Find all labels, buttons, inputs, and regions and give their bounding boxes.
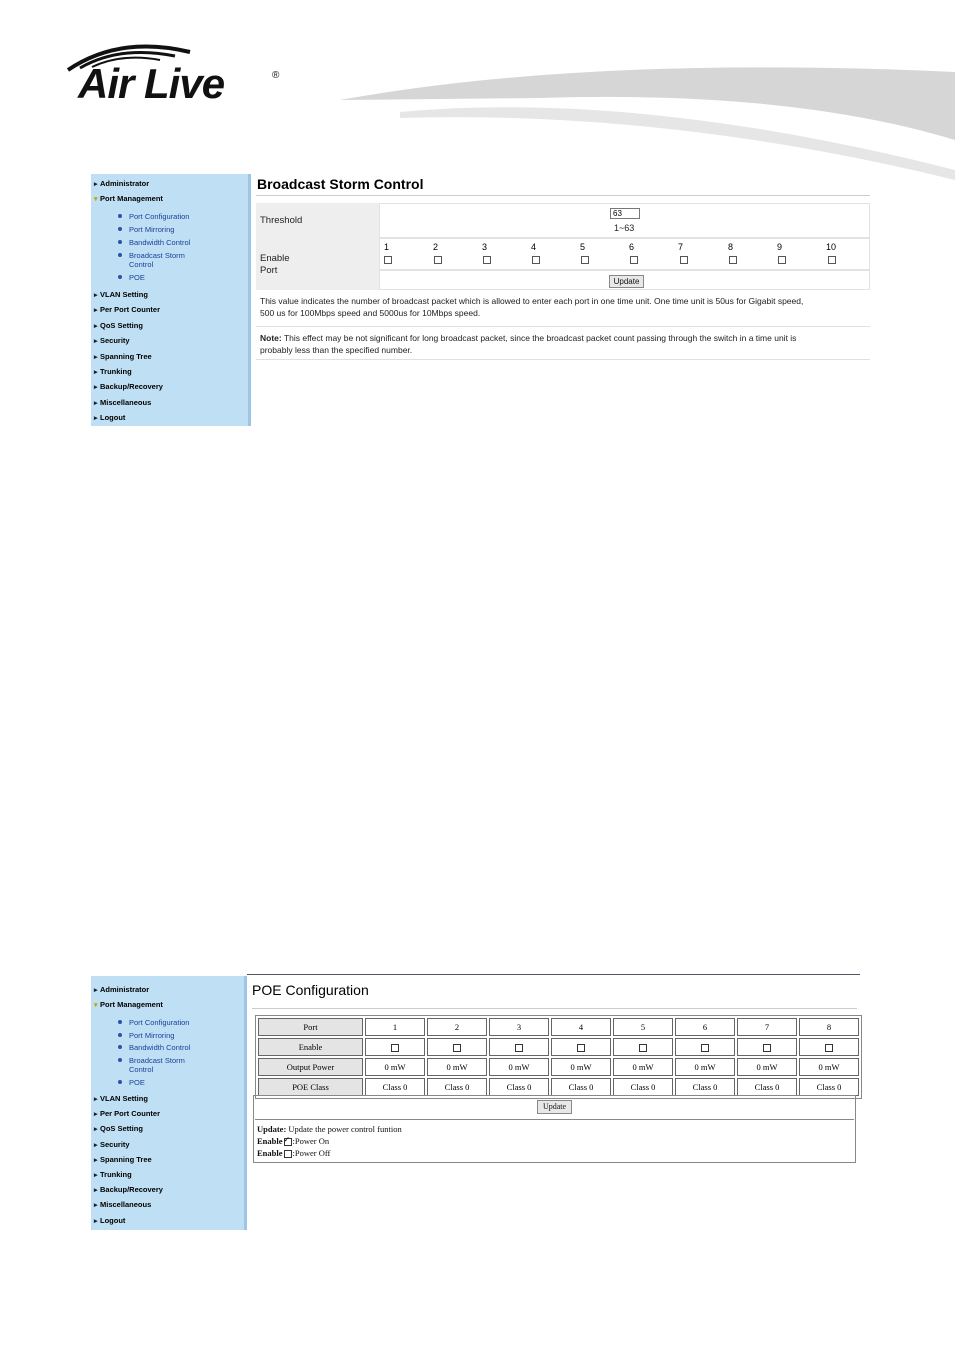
bullet-icon [118, 1058, 122, 1062]
arrow-right-icon: ▸ [94, 415, 98, 422]
poe-enable-checkbox-8[interactable] [825, 1044, 833, 1052]
output-power-value: 0 mW [427, 1058, 487, 1076]
poe-row-class [258, 1078, 859, 1096]
nav-item-backup-recovery[interactable]: ▸ Backup/Recovery [94, 1185, 163, 1194]
poe-class-value: Class 0 [365, 1078, 425, 1096]
poe-class-value: Class 0 [427, 1078, 487, 1096]
threshold-label-cell [256, 203, 379, 238]
poe-enable-checkbox-6[interactable] [701, 1044, 709, 1052]
bullet-icon [118, 275, 122, 279]
output-power-value: 0 mW [489, 1058, 549, 1076]
nav-item-vlan-setting[interactable]: ▸ VLAN Setting [94, 290, 148, 299]
nav-item-logout[interactable]: ▸ Logout [94, 1216, 126, 1225]
bullet-icon [118, 214, 122, 218]
nav-item-per-port-counter[interactable]: ▸ Per Port Counter [94, 1109, 161, 1118]
nav-item-security[interactable]: ▸ Security [94, 336, 130, 345]
unchecked-checkbox-icon [284, 1150, 292, 1158]
nav-item-port-management[interactable]: ▾ Port Management [94, 1000, 163, 1009]
arrow-right-icon: ▸ [94, 323, 98, 330]
arrow-right-icon: ▸ [94, 384, 98, 391]
arrow-right-icon: ▸ [94, 307, 98, 314]
bullet-icon [118, 227, 122, 231]
nav-item-trunking[interactable]: ▸ Trunking [94, 1170, 132, 1179]
poe-class-value: Class 0 [551, 1078, 611, 1096]
port-number: 7 [737, 1018, 797, 1036]
arrow-down-icon: ▾ [94, 196, 98, 203]
nav-sub-bandwidth-control[interactable]: Bandwidth Control [129, 1043, 190, 1052]
nav-item-logout[interactable]: ▸ Logout [94, 413, 126, 422]
enable-port-label-cell [256, 238, 379, 290]
legend-update: Update: Update the power control funtion [257, 1124, 402, 1134]
poe-enable-checkbox-3[interactable] [515, 1044, 523, 1052]
port-number: 3 [489, 1018, 549, 1036]
nav-item-security[interactable]: ▸ Security [94, 1140, 130, 1149]
poe-enable-checkbox-4[interactable] [577, 1044, 585, 1052]
divider [252, 1008, 857, 1009]
bullet-icon [118, 253, 122, 257]
bullet-icon [118, 240, 122, 244]
row-header: Output Power [258, 1058, 363, 1076]
nav-sub-poe[interactable]: POE [129, 273, 145, 282]
bullet-icon [118, 1033, 122, 1037]
divider [256, 195, 870, 196]
output-power-value: 0 mW [551, 1058, 611, 1076]
header-swoosh-graphic [340, 60, 955, 180]
arrow-right-icon: ▸ [94, 1096, 98, 1103]
arrow-right-icon: ▸ [94, 1202, 98, 1209]
nav-item-miscellaneous[interactable]: ▸ Miscellaneous [94, 398, 152, 407]
poe-class-value: Class 0 [737, 1078, 797, 1096]
output-power-value: 0 mW [675, 1058, 735, 1076]
nav-item-per-port-counter[interactable]: ▸ Per Port Counter [94, 305, 161, 314]
port-number: 5 [613, 1018, 673, 1036]
nav-item-administrator[interactable]: ▸ Administrator [94, 985, 150, 994]
row-header: Port [258, 1018, 363, 1036]
arrow-right-icon: ▸ [94, 1218, 98, 1225]
nav-item-vlan-setting[interactable]: ▸ VLAN Setting [94, 1094, 148, 1103]
arrow-right-icon: ▸ [94, 1142, 98, 1149]
nav-sub-port-configuration[interactable]: Port Configuration [129, 1018, 189, 1027]
output-power-value: 0 mW [613, 1058, 673, 1076]
sidebar-nav-1 [91, 174, 251, 426]
nav-item-spanning-tree[interactable]: ▸ Spanning Tree [94, 1155, 152, 1164]
arrow-right-icon: ▸ [94, 292, 98, 299]
port-row-cell [379, 238, 870, 270]
nav-item-trunking[interactable]: ▸ Trunking [94, 367, 132, 376]
nav-item-administrator[interactable]: ▸ Administrator [94, 179, 150, 188]
port-number: 1 [365, 1018, 425, 1036]
legend-power-on: Enable✓ :Power On [257, 1136, 329, 1146]
enable-label: Enable [260, 253, 290, 264]
arrow-right-icon: ▸ [94, 338, 98, 345]
nav-item-qos-setting[interactable]: ▸ QoS Setting [94, 1124, 143, 1133]
divider [247, 974, 860, 975]
poe-enable-checkbox-1[interactable] [391, 1044, 399, 1052]
nav-item-spanning-tree[interactable]: ▸ Spanning Tree [94, 352, 152, 361]
arrow-down-icon: ▾ [94, 1002, 98, 1009]
checked-checkbox-icon [284, 1138, 292, 1146]
registered-mark: ® [272, 70, 280, 81]
nav-sub-broadcast-storm-control[interactable]: Broadcast Storm Control [129, 251, 185, 269]
nav-sub-broadcast-storm-control[interactable]: Broadcast Storm Control [129, 1056, 185, 1074]
row-header: Enable [258, 1038, 363, 1056]
arrow-right-icon: ▸ [94, 987, 98, 994]
output-power-value: 0 mW [799, 1058, 859, 1076]
sidebar-nav-2 [91, 976, 247, 1230]
poe-class-value: Class 0 [675, 1078, 735, 1096]
bullet-icon [118, 1045, 122, 1049]
nav-item-miscellaneous[interactable]: ▸ Miscellaneous [94, 1200, 152, 1209]
output-power-value: 0 mW [365, 1058, 425, 1076]
arrow-right-icon: ▸ [94, 1111, 98, 1118]
nav-item-qos-setting[interactable]: ▸ QoS Setting [94, 321, 143, 330]
port-number: 6 [675, 1018, 735, 1036]
threshold-range-hint: 1~63 [614, 223, 635, 233]
arrow-right-icon: ▸ [94, 1157, 98, 1164]
arrow-right-icon: ▸ [94, 354, 98, 361]
poe-row-output-power [258, 1058, 859, 1076]
nav-sub-port-mirroring[interactable]: Port Mirroring [129, 1031, 174, 1040]
arrow-right-icon: ▸ [94, 369, 98, 376]
arrow-right-icon: ▸ [94, 1172, 98, 1179]
arrow-right-icon: ▸ [94, 1126, 98, 1133]
divider [256, 359, 870, 360]
nav-sub-port-configuration[interactable]: Port Configuration [129, 212, 189, 221]
port-number: 8 [799, 1018, 859, 1036]
nav-sub-bandwidth-control[interactable]: Bandwidth Control [129, 238, 190, 247]
port-label: Port [260, 265, 278, 276]
output-power-value: 0 mW [737, 1058, 797, 1076]
storm-update-button[interactable]: Update [609, 275, 644, 288]
poe-table [255, 1015, 862, 1099]
poe-row-enable [258, 1038, 859, 1056]
port-number: 4 [551, 1018, 611, 1036]
poe-enable-checkbox-5[interactable] [639, 1044, 647, 1052]
bullet-icon [118, 1020, 122, 1024]
poe-class-value: Class 0 [613, 1078, 673, 1096]
page-title-broadcast-storm: Broadcast Storm Control [257, 176, 424, 192]
nav-sub-poe[interactable]: POE [129, 1078, 145, 1087]
poe-row-port [258, 1018, 859, 1036]
brand-name: Air Live [78, 60, 225, 107]
threshold-input[interactable]: 63 [610, 208, 640, 219]
arrow-right-icon: ▸ [94, 181, 98, 188]
poe-class-value: Class 0 [799, 1078, 859, 1096]
arrow-right-icon: ▸ [94, 400, 98, 407]
row-header: POE Class [258, 1078, 363, 1096]
nav-item-port-management[interactable]: ▾ Port Management [94, 194, 163, 203]
port-number: 2 [427, 1018, 487, 1036]
bullet-icon [118, 1080, 122, 1084]
storm-description: This value indicates the number of broadcast packet which is allowed to enter each port in one time unit. One time unit is 50us for Gigabit speed, 500 us for 100Mbps speed and 5000us for 10Mbps speed. [260, 296, 804, 318]
storm-note: Note: This effect may be not significant for long broadcast packet, since the broadcast packet count passing through the switch in a time unit is probably less than the specified number. [260, 333, 797, 355]
poe-update-button[interactable]: Update [537, 1100, 572, 1114]
nav-sub-port-mirroring[interactable]: Port Mirroring [129, 225, 174, 234]
poe-enable-checkbox-7[interactable] [763, 1044, 771, 1052]
page-title-poe: POE Configuration [252, 982, 369, 998]
poe-enable-checkbox-2[interactable] [453, 1044, 461, 1052]
divider [255, 1119, 854, 1120]
threshold-label: Threshold [260, 215, 303, 226]
arrow-right-icon: ▸ [94, 1187, 98, 1194]
divider [256, 326, 870, 327]
poe-class-value: Class 0 [489, 1078, 549, 1096]
nav-item-backup-recovery[interactable]: ▸ Backup/Recovery [94, 382, 163, 391]
legend-power-off: Enable :Power Off [257, 1148, 331, 1158]
